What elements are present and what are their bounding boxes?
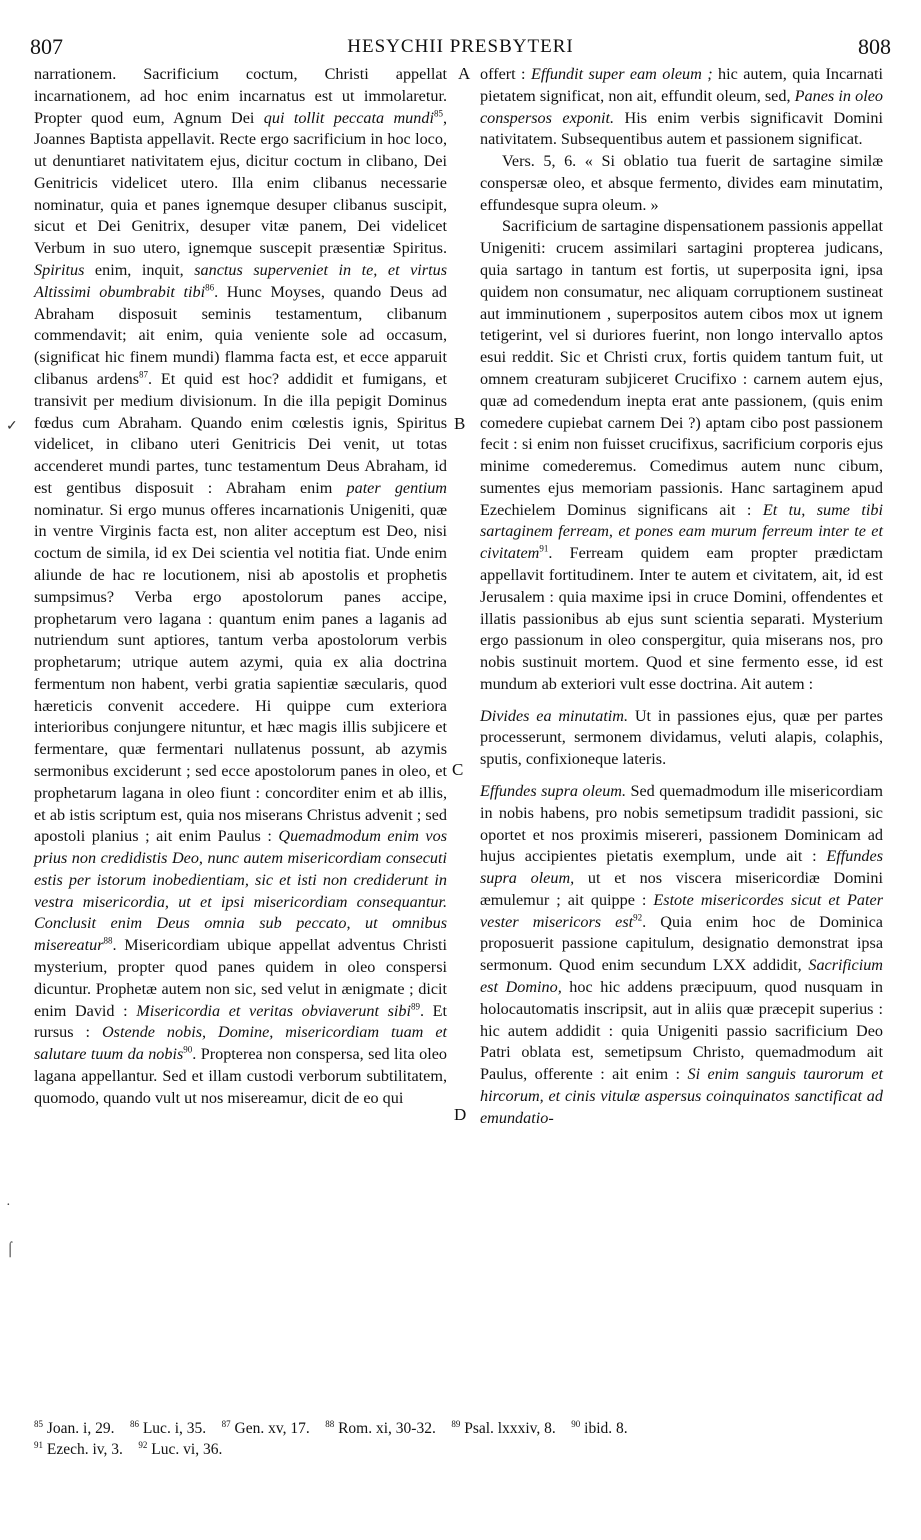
text-run: . Et rursus : — [34, 1001, 447, 1042]
text-run: . Misericordiam ubique appellat adventus Christi mysterium, propter quod panes quidem in oleo conspersi dicuntur. Prophetæ autem non sic, sed velut in ænigmate ; dicit enim David : — [34, 936, 447, 1020]
footnote-line-2 — [34, 1439, 887, 1460]
footnote-reference: ibid. 8. — [580, 1420, 628, 1437]
footnote-number: 91 — [34, 1439, 43, 1450]
text-run: , Joannes Baptista appellavit. Recte ergo sacrificium in hoc loco, ut denuntiaret nativitatem ejus, dicitur coctum in clibano, Dei Genitricis videlicet utero. Illa enim clibanus necessarie nominatur, quia et panes ignemque desuper clibanus suscipit, sicut et Dei Genitrix, desuper vitæ panem, Dei videlicet Verbum in suo utero, ignemque suscepit præsentiæ Spiritus. — [34, 108, 447, 258]
italic-run: Ostende nobis, Domine, misericordiam tuam et salutare tuum da nobis — [34, 1023, 447, 1064]
text-run: hic autem, quia Incarnati pietatem significat, non ait, effundit oleum, sed, — [480, 65, 883, 105]
text-run: . Propterea non conspersa, sed lita oleo lagana appellantur. Sed et illam custodi verborum subtilitatem, quomodo, quando vult ut nos misereamur, dicit de eo qui — [34, 1045, 447, 1107]
footnote-entry — [130, 1420, 206, 1437]
italic-run: Effundes supra oleum. — [480, 782, 627, 800]
text-run: . Ferream quidem eam propter prædictam appellavit fortitudinem. Inter te autem et civitatem, ait, id est Jerusalem : quia maxime ipsi in cruce Domini, offendentes et illatis passionibus ab ejus sunt scientia separati. Mysterium ergo passionum in oleo conspergitur, quia miserans nos, pro nobis sustinuit mortem. Quod et sine fermento esse, id est mundum ab exteriori vult esse doctrina. Ait autem : — [480, 544, 883, 693]
footnote-reference: Joan. i, 29. — [43, 1420, 115, 1437]
page-number-left: 807 — [30, 34, 63, 59]
text-run: offert : — [480, 65, 531, 83]
section-marker-d: D — [454, 1105, 467, 1124]
left-column — [34, 64, 447, 1110]
footnote-ref: 88 — [103, 935, 113, 946]
text-run: . Quia enim hoc de Dominica proposuerit passione capitulum, designatio demonstrat ipsa sermonum. Quod enim secundum LXX addidit, — [480, 912, 883, 975]
italic-run: Quemadmodum enim vos prius non credidistis Deo, nunc autem misericordiam consecuti estis per istorum inobedientiam, sic et isti non crediderunt in vestra misericordia, ut et ipsi misericordiam consequantur. Conclusit enim Deus omnia sub peccato, ut omnibus misereatur — [34, 827, 447, 955]
right-paragraph-3 — [480, 216, 883, 695]
text-run: hoc hic addens præcipuum, quod nusquam in holocautomatis inscripsit, aut in aliis quæ præcepit superius : hic autem addidit : quia Unigeniti passio sacrificium Deo Patri oblata est, semetipsum Christo, quemadmodum ait Paulus, offerente : ait enim : — [480, 978, 884, 1084]
footnote-ref: 90 — [183, 1044, 193, 1055]
margin-note-bracket: ⌠ — [6, 1242, 15, 1257]
footnote-reference: Gen. xv, 17. — [230, 1420, 310, 1437]
italic-run: Si enim sanguis taurorum et hircorum, et cinis vitulæ aspersus coinquinatos sanctificat ad emundatio- — [480, 1065, 883, 1127]
footnote-ref: 86 — [205, 282, 215, 293]
footnote-number: 92 — [138, 1439, 148, 1450]
right-paragraph-4 — [480, 706, 883, 771]
italic-run: Misericordia et veritas obviaverunt sibi — [136, 1001, 411, 1020]
italic-run: Panes in oleo conspersos exponit. — [480, 86, 883, 127]
footnote-ref: 91 — [539, 543, 549, 554]
text-run: Ut in passiones ejus, quæ per partes processerunt, sermonem dividamus, veluti alapis, colaphis, sputis, confixioneque lateris. — [480, 706, 883, 769]
footnote-entry — [325, 1420, 436, 1437]
footnote-reference: Rom. xi, 30-32. — [334, 1420, 436, 1437]
italic-run: Effundes supra oleum, — [480, 847, 883, 888]
text-run: enim, inquit, — [84, 261, 195, 280]
right-paragraph-5 — [480, 781, 883, 1130]
text-run: narrationem. Sacrificium coctum, Christi appellat incarnationem, ad hoc enim incarnatus est ut immolaretur. Propter quod eum, Agnum Dei — [34, 65, 447, 127]
footnote-entry — [451, 1420, 555, 1437]
text-run: His enim verbis significavit Domini nativitatem. Subsequentibus autem et passionem significat. — [480, 108, 883, 149]
footnote-reference: Luc. i, 35. — [138, 1420, 207, 1437]
text-run: Sacrificium de sartagine dispensationem passionis appellat Unigeniti: crucem assimilari sartagini propterea judicans, quia sartago in tantum est fortis, ut superposita igni, ipsa quidem non consumatur, nec aliquam corruptionem sustineat aut imminutionem , superpositos autem cibos mox ut ignem tetigerint, vel si duriores fuerint, non longo intervallo aptos esui reddit. Sic et Christi crux, fortis quidem tantum fuit, ut omnem creaturam subjiceret Crucifixo : carnem autem ejus, quæ ad comedendum inepta erat ante passionem, (quis enim comedere cupiebat carnem Dei ?) aptam cibo post passionem fecit : si enim non fuisset crucifixus, sacrificium corporis ejus minime comederemus. Comedimus autem nunc cibum, sumentes ejus memoriam passionis. Hanc sartaginem apud Ezechielem Dominus significans ait : — [480, 217, 883, 519]
text-run: nominatur. Si ergo munus offeres incarnationis Unigeniti, quæ in ventre Virginis facta est, non aliter acceptum est Deo, nisi coctum de simila, id ex Dei scientia vel notitia fiat. Unde enim aliunde de hac re locutionem, nisi ab apostolis et prophetis sumpsimus? Verba ergo apostolorum panes accipe, prophetarum vero lagana : quantum enim panes a laganis ad nutriendum sunt aptiores, tantum verba apostolorum verbis prophetarum; utrique autem azymi, quia ex alia doctrina fermentum non habent, verbi gratia sapientiæ sæcularis, quod hæreticis convenit accedere. Hi quippe cum exteriora interioribus conjungere nituntur, et hæc magis illis subjicere et fermentare, quæ fermentari nullatenus possunt, ab azymis sermonibus exciderunt ; sed ecce apostolorum panes in oleo, et prophetarum lagana in oleo fiunt : concorditer enim et ab illis, et ab istis scriptum est, quia nos miserans Christus advenit ; sed apostoli planius ; ait enim Paulus : — [34, 500, 447, 846]
right-paragraph-verse — [480, 151, 883, 216]
footnote-ref: 92 — [633, 912, 643, 923]
footnote-number: 85 — [34, 1418, 43, 1429]
text-run: . Hunc Moyses, quando Deus ad Abraham disposuit seminis testamentum, clibanum commendavit; ait enim, quia veniente sole ad occasum, (significat hic finem mundi) flamma facta est, et ecce apparuit clibanus ardens — [34, 282, 447, 388]
footnote-number: 90 — [571, 1418, 581, 1429]
footnote-number: 87 — [221, 1418, 231, 1429]
text-run: Vers. 5, 6. « Si oblatio tua fuerit de sartagine similæ conspersæ oleo, et absque fermento, divides eam minutatim, effundesque supra oleum. » — [480, 152, 883, 214]
footnote-entry — [222, 1420, 310, 1437]
section-marker-a: A — [458, 64, 471, 83]
footnote-reference: Ezech. iv, 3. — [43, 1441, 123, 1458]
running-title: HESYCHII PRESBYTERI — [347, 36, 574, 57]
footnote-number: 89 — [451, 1418, 461, 1429]
footnote-ref: 87 — [139, 369, 149, 380]
footnote-number: 86 — [129, 1418, 139, 1429]
right-column — [480, 64, 883, 1130]
footnotes — [34, 1418, 887, 1460]
footnote-reference: Psal. lxxxiv, 8. — [460, 1420, 556, 1437]
page-header — [30, 34, 891, 64]
footnote-ref: 85 — [433, 108, 443, 119]
italic-run: pater gentium — [346, 478, 447, 497]
margin-note-tick: ✓ — [6, 419, 18, 434]
italic-run: Divides ea minutatim. — [480, 706, 629, 725]
italic-run: Et tu, sume tibi sartaginem ferream, et pones eam murum ferreum inter te et civitatem — [480, 500, 883, 563]
left-paragraph-1 — [34, 64, 447, 1110]
section-marker-b: B — [454, 414, 466, 433]
italic-run: qui tollit peccata mundi — [263, 108, 434, 127]
footnote-entry — [34, 1441, 123, 1458]
footnote-entry — [571, 1420, 627, 1437]
footnote-ref: 89 — [410, 1001, 420, 1012]
page-number-right: 808 — [858, 34, 891, 59]
text-run: ut et nos viscera misericordiæ Domini æmulemur ; ait quippe : — [480, 869, 883, 909]
footnote-line-1 — [34, 1418, 887, 1439]
italic-run: Estote misericordes sicut et Pater vester misericors est — [480, 890, 883, 931]
text-run: . Et quid est hoc? addidit et fumigans, et transivit per medium divisionum. In die illa pepigit Dominus fœdus cum Abraham. Quando enim cœlestis ignis, Spiritus videlicet, in clibano uteri Genitricis Dei venit, ut totas accenderet mundi partes, tunc testamentum Deus Abraham, id est gentibus disposuit : Abraham enim — [34, 369, 447, 497]
italic-run: Spiritus — [34, 261, 85, 280]
footnote-number: 88 — [325, 1418, 335, 1429]
italic-run: Effundit super eam oleum ; — [530, 65, 713, 83]
footnote-reference: Luc. vi, 36. — [147, 1441, 223, 1458]
right-paragraph-1 — [480, 64, 883, 151]
italic-run: Sacrificium est Domino, — [480, 956, 883, 997]
section-marker-c: C — [452, 760, 464, 779]
margin-note-dot: · — [6, 1198, 11, 1213]
footnote-entry — [34, 1420, 114, 1437]
text-run: Sed quemadmodum ille misericordiam in nobis habens, pro nobis semetipsum tradidit passioni, sic oportet et nos proximis misereri, passionem Dominicam ad hujus accipientes pietatis exemplum, unde ait : — [480, 782, 883, 866]
footnote-entry — [138, 1441, 222, 1458]
italic-run: sanctus superveniet in te, et virtus Altissimi obumbrabit tibi — [34, 261, 447, 301]
